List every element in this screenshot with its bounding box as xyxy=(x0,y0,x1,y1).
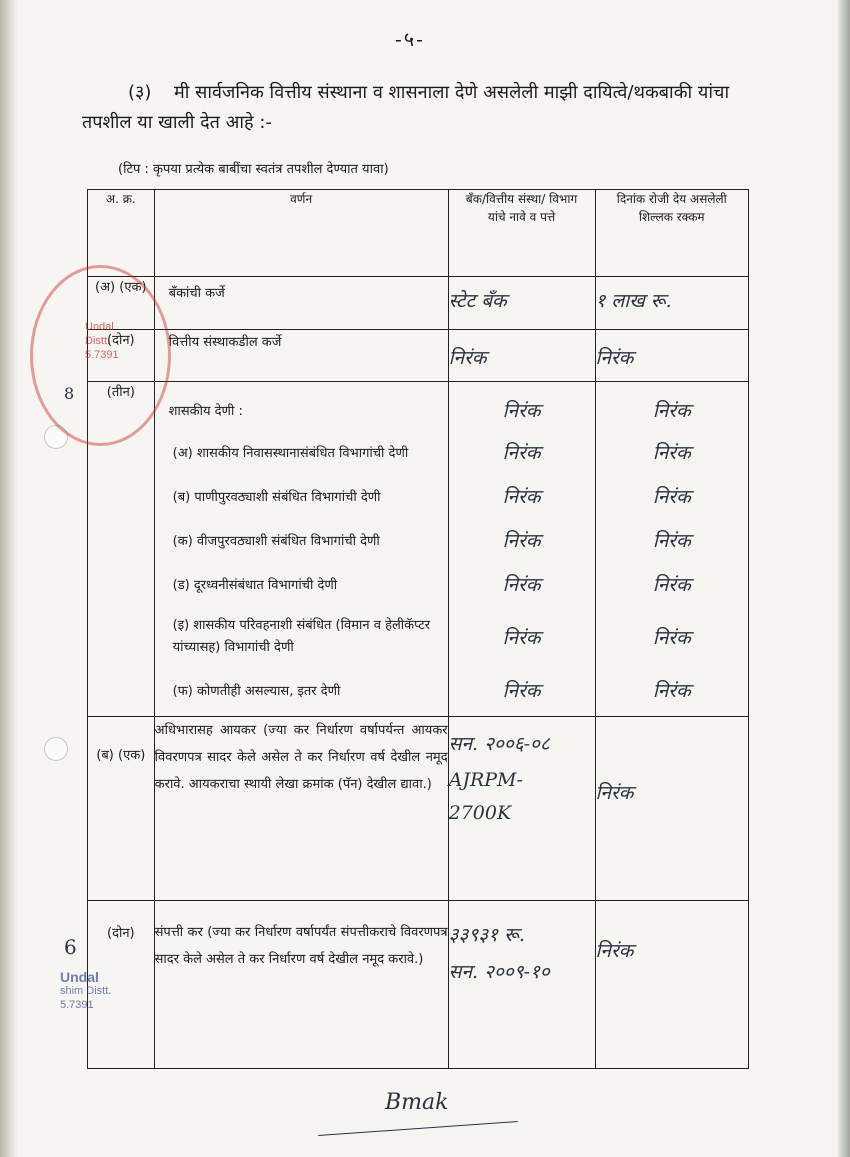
govt-item: (ड) दूरध्वनीसंबंधात विभागांची देणी xyxy=(172,578,338,593)
note-text: (टिप : कृपया प्रत्येक बाबींचा स्वतंत्र तपशील देण्यात यावा) xyxy=(118,162,389,177)
section-heading-text: मी सार्वजनिक वित्तीय संस्थाना व शासनाला देणे असलेली माझी दायित्वे/थकबाकी यांचा तपशील या खाली देत आहे :- xyxy=(82,82,730,133)
govt-item: (इ) शासकीय परिवहनाशी संबंधित (विमान व हेलीकॅप्टर यांच्यासह) विभागांची देणी xyxy=(172,618,431,655)
stamp-line: 5.7391 xyxy=(85,349,119,361)
page-left-edge xyxy=(0,0,18,1157)
handwritten-bank: AJRPM- xyxy=(448,769,523,791)
row-description xyxy=(154,382,448,717)
handwritten-amount: निरंक xyxy=(652,486,691,508)
header-description: वर्णन xyxy=(154,190,448,277)
stamp-line: 5.7391 xyxy=(60,999,94,1011)
table-row-wealth-tax xyxy=(88,901,749,1069)
table-header-row xyxy=(88,190,749,277)
stamp-line: Undal xyxy=(60,969,99,985)
signature: Bmak xyxy=(385,1090,449,1115)
row-amount xyxy=(595,330,749,382)
handwritten-amount: निरंक xyxy=(652,442,691,464)
handwritten-amount: निरंक xyxy=(595,347,634,369)
row-amount xyxy=(595,277,749,330)
row-description: अधिभारासह आयकर (ज्या कर निर्धारण वर्षापर्यन्त आयकर विवरणपत्र सादर केले असेल ते कर निर्धारण वर्ष देखील नमूद करावे. आयकराचा स्थायी लेखा क्रमांक (पॅन) देखील द्यावा.) xyxy=(154,717,448,901)
stamp-text xyxy=(85,320,119,362)
handwritten-amount: १ लाख रू. xyxy=(595,290,672,312)
handwritten-bank: निरंक xyxy=(502,574,541,596)
table-row xyxy=(88,330,749,382)
handwritten-amount: निरंक xyxy=(652,400,691,422)
header-amount: दिनांक रोजी देय असलेली शिल्लक रक्कम xyxy=(595,190,749,277)
stamp-line: shim Distt. xyxy=(60,985,112,997)
row-bank xyxy=(448,382,595,717)
row-serial: (दोन) xyxy=(88,901,155,1069)
margin-mark: 6 xyxy=(64,935,77,959)
govt-item: (ब) पाणीपुरवठ्याशी संबंधित विभागांची देणी xyxy=(172,490,381,505)
stamp-line: Undal xyxy=(85,321,114,333)
handwritten-bank: सन. २००९-१० xyxy=(448,961,550,983)
header-serial: अ. क्र. xyxy=(88,190,155,277)
handwritten-bank: निरंक xyxy=(502,486,541,508)
page-number: -५- xyxy=(395,27,425,51)
row-serial: (दोन) xyxy=(88,330,155,382)
handwritten-amount: निरंक xyxy=(652,627,691,649)
section-heading xyxy=(82,78,772,138)
section-number: (३) xyxy=(128,82,152,103)
row-description xyxy=(154,330,448,382)
table-row-income-tax xyxy=(88,717,749,901)
handwritten-amount: निरंक xyxy=(652,530,691,552)
handwritten-bank: 2700K xyxy=(448,802,512,824)
row-bank xyxy=(448,330,595,382)
handwritten-amount: निरंक xyxy=(652,574,691,596)
stamp-text xyxy=(60,970,111,1012)
handwritten-bank: निरंक xyxy=(502,627,541,649)
row-description: संपत्ती कर (ज्या कर निर्धारण वर्षापर्यंत संपत्तीकराचे विवरणपत्र सादर केले असेल ते कर निर्धारण वर्ष देखील नमूद करावे.) xyxy=(154,901,448,1069)
signature-underline xyxy=(318,1121,518,1136)
margin-mark: 8 xyxy=(64,384,75,403)
govt-item: (फ) कोणतीही असल्यास, इतर देणी xyxy=(172,684,341,699)
row-description-text: वित्तीय संस्थाकडील कर्जे xyxy=(168,335,282,350)
row-serial: (अ) (एक) xyxy=(88,277,155,330)
handwritten-amount: निरंक xyxy=(595,940,634,962)
row-serial: (तीन) xyxy=(88,382,155,717)
handwritten-bank: निरंक xyxy=(502,680,541,702)
table-row-govt-dues xyxy=(88,382,749,717)
row-description-text: बँकांची कर्जे xyxy=(168,286,225,301)
stamp-line: Distt. xyxy=(85,335,111,347)
liabilities-table xyxy=(87,189,749,1069)
row-bank xyxy=(448,717,595,901)
row-amount xyxy=(595,717,749,901)
table-row xyxy=(88,277,749,330)
row-amount xyxy=(595,901,749,1069)
govt-item: (क) वीजपुरवठ्याशी संबंधित विभागांची देणी xyxy=(172,534,380,549)
row-serial: (ब) (एक) xyxy=(88,717,155,901)
header-bank: बँक/वित्तीय संस्था/ विभाग यांचे नावे व पत्ते xyxy=(448,190,595,277)
row-description xyxy=(154,277,448,330)
handwritten-amount: निरंक xyxy=(595,782,634,804)
handwritten-bank: सन. २००६-०८ xyxy=(448,733,550,755)
row-bank xyxy=(448,277,595,330)
handwritten-bank: निरंक xyxy=(448,347,487,369)
handwritten-amount: निरंक xyxy=(652,680,691,702)
page-right-edge xyxy=(838,0,850,1157)
punch-hole xyxy=(44,737,68,761)
govt-item: (अ) शासकीय निवासस्थानासंबंधित विभागांची देणी xyxy=(172,446,409,461)
govt-title: शासकीय देणी : xyxy=(168,404,243,419)
handwritten-bank: ३३९३१ रू. xyxy=(448,924,525,946)
handwritten-bank: स्टेट बँक xyxy=(448,290,507,312)
handwritten-bank: निरंक xyxy=(502,530,541,552)
handwritten-bank: निरंक xyxy=(502,442,541,464)
row-amount xyxy=(595,382,749,717)
handwritten-bank: निरंक xyxy=(502,400,541,422)
row-bank xyxy=(448,901,595,1069)
